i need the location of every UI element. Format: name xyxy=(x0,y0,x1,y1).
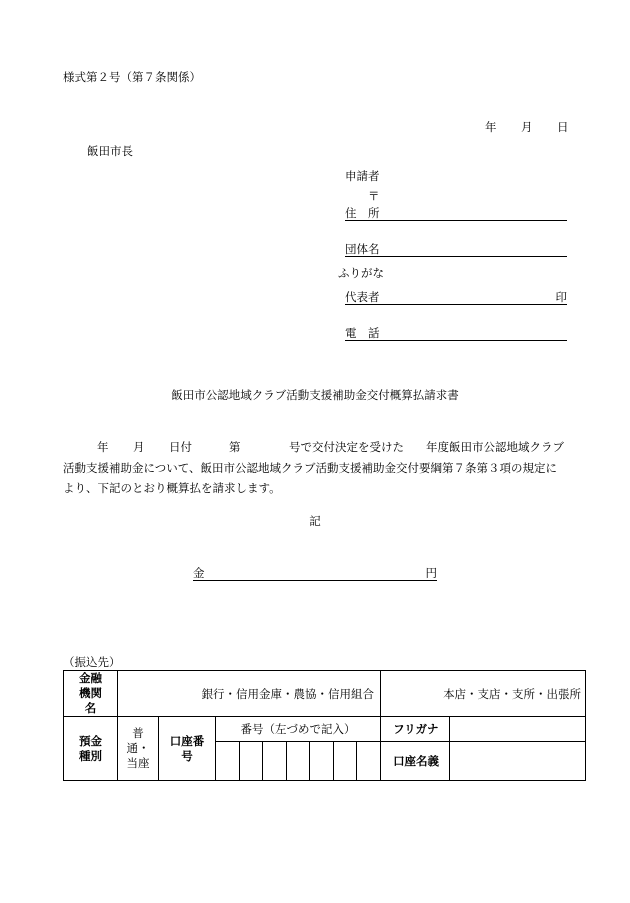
branch-name-cell[interactable] xyxy=(381,671,586,717)
group-name-label: 団体名 xyxy=(345,242,380,256)
deposit-type-options: 普通・当座 xyxy=(126,726,150,770)
address-label: 住 所 xyxy=(345,206,380,220)
body-year: 年 xyxy=(97,440,109,454)
form-number: 様式第２号（第７条関係） xyxy=(63,70,201,84)
postal-mark: 〒 xyxy=(368,189,380,203)
account-number-label: 口座番号 xyxy=(169,733,205,763)
account-digit-cell[interactable] xyxy=(263,742,287,781)
applicant-title: 申請者 xyxy=(345,169,380,183)
amount-field[interactable] xyxy=(193,565,437,581)
address-field[interactable] xyxy=(345,205,567,221)
date-month-label: 月 xyxy=(521,120,533,134)
document-title: 飯田市公認地域クラブ活動支援補助金交付概算払請求書 xyxy=(171,388,459,402)
institution-name-cell[interactable] xyxy=(118,671,381,717)
phone-field[interactable] xyxy=(345,325,567,341)
body-decision: 号で交付決定を受けた xyxy=(289,440,404,454)
seal-mark: 印 xyxy=(555,290,567,304)
account-digit-cell[interactable] xyxy=(240,742,263,781)
representative-field[interactable] xyxy=(345,289,567,305)
account-digit-cell[interactable] xyxy=(310,742,334,781)
amount-label: 金 xyxy=(193,566,205,580)
institution-label-cell xyxy=(64,671,118,717)
body-number: 第 xyxy=(229,440,241,454)
institution-label: 金融機関名 xyxy=(79,671,102,715)
account-digit-cell[interactable] xyxy=(334,742,357,781)
ki-mark: 記 xyxy=(309,514,321,528)
account-name-label: 口座名義 xyxy=(393,754,440,768)
addressee: 飯田市長 xyxy=(87,144,133,158)
account-number-note-cell xyxy=(216,717,381,742)
deposit-options-cell[interactable] xyxy=(118,717,159,781)
representative-label: 代表者 xyxy=(345,290,380,304)
deposit-label-cell xyxy=(64,717,118,781)
furigana-label-cell xyxy=(381,717,450,742)
date-day-label: 日 xyxy=(557,120,569,134)
amount-unit: 円 xyxy=(425,566,437,580)
branch-types: 本店・支店・支所・出張所 xyxy=(443,686,582,701)
phone-label: 電 話 xyxy=(345,326,380,340)
account-digit-cell[interactable] xyxy=(287,742,310,781)
body-day: 日付 xyxy=(169,440,192,454)
deposit-type-label: 預金種別 xyxy=(79,733,102,763)
account-name-input[interactable] xyxy=(450,742,586,781)
account-number-note: 番号（左づめで記入） xyxy=(240,722,356,736)
institution-types: 銀行・信用金庫・農協・信用組合 xyxy=(201,686,375,701)
transfer-heading: （振込先） xyxy=(63,655,121,669)
bank-account-table xyxy=(63,670,586,781)
date-year-label: 年 xyxy=(485,120,497,134)
account-number-label-cell xyxy=(159,717,216,781)
body-fiscal-year: 年度飯田市公認地域クラブ xyxy=(426,440,564,454)
body-month: 月 xyxy=(133,440,145,454)
account-digit-cell[interactable] xyxy=(357,742,381,781)
account-name-label-cell xyxy=(381,742,450,781)
furigana-label: ふりがな xyxy=(338,266,384,280)
account-digit-cell[interactable] xyxy=(216,742,240,781)
account-furigana-label: フリガナ xyxy=(393,722,439,736)
body-line3: より、下記のとおり概算払を請求します。 xyxy=(63,481,281,495)
body-line2: 活動支援補助金について、飯田市公認地域クラブ活動支援補助金交付要綱第７条第３項の規定に xyxy=(63,461,558,475)
group-name-field[interactable] xyxy=(345,241,567,257)
account-furigana-input[interactable] xyxy=(450,717,586,742)
